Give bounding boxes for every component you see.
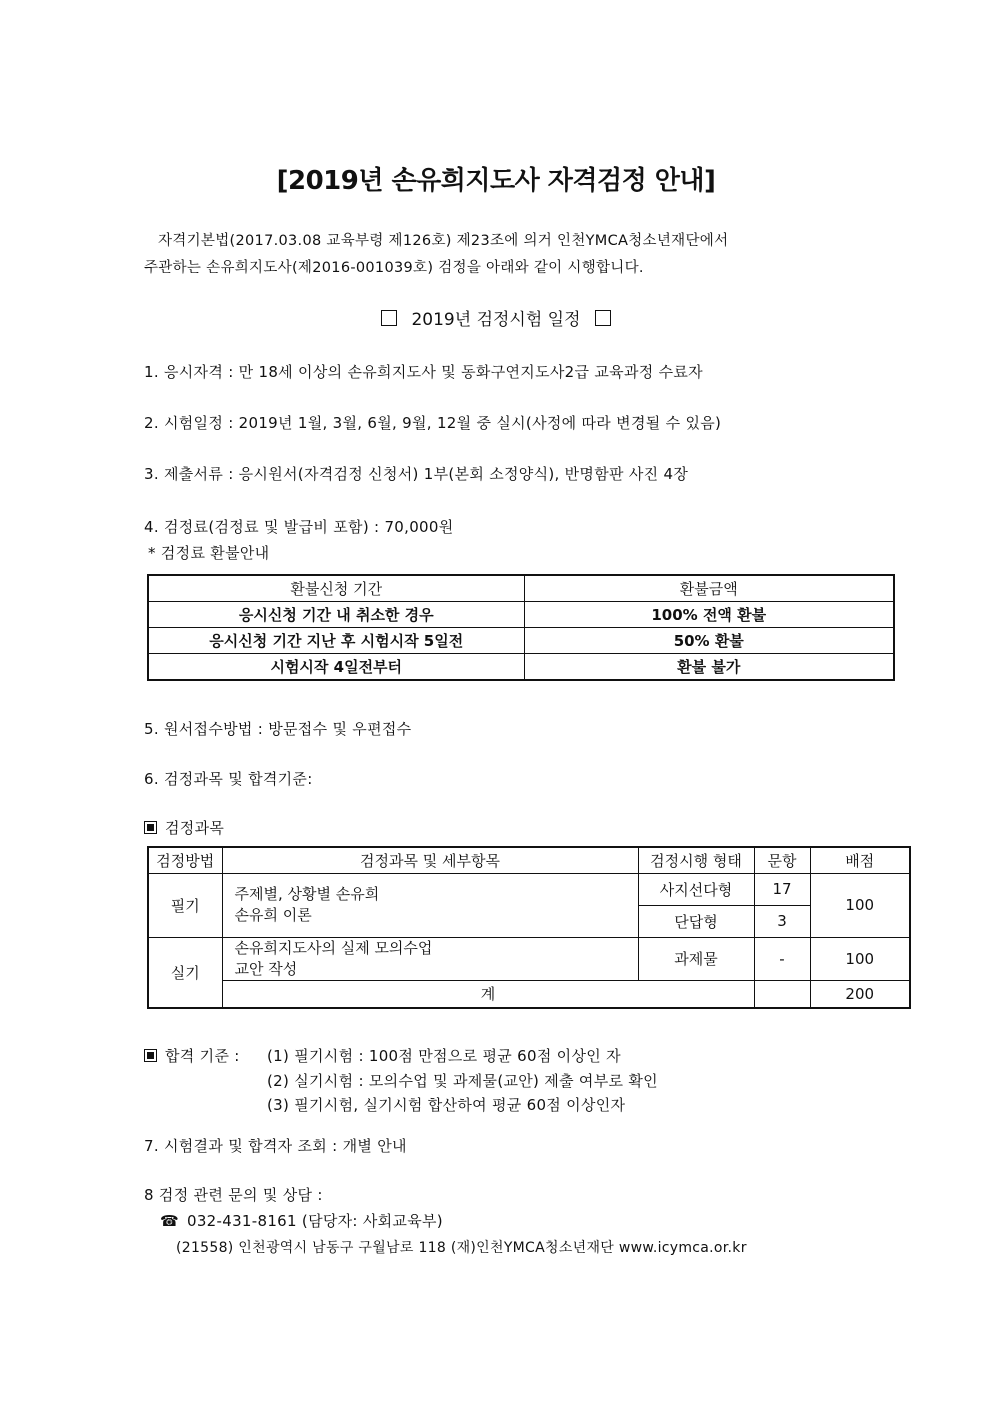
written-count-cell: 17 [754,873,810,905]
refund-amount-cell: 환불 불가 [524,654,894,681]
practical-content-line: 교안 작성 [234,959,298,978]
phone-icon: ☎ [160,1212,179,1230]
practical-form-cell: 과제물 [638,937,754,980]
total-score-cell: 200 [810,980,910,1008]
subj-header-content: 검정과목 및 세부항목 [222,847,638,873]
total-label-cell: 계 [222,980,754,1008]
written-count-cell: 3 [754,905,810,937]
subj-header-score: 배점 [810,847,910,873]
item-3-documents: 3. 제출서류 : 응시원서(자격검정 신청서) 1부(본회 소정양식), 반명함판 사진 4장 [144,465,689,483]
item-7-results: 7. 시험결과 및 합격자 조회 : 개별 안내 [144,1137,407,1155]
item-6-subjects: 6. 검정과목 및 합격기준: [144,770,313,788]
table-row [148,873,910,905]
refund-period-cell: 시험시작 4일전부터 [148,654,524,681]
item-5-application: 5. 원서접수방법 : 방문접수 및 우편접수 [144,720,412,738]
refund-header-period: 환불신청 기간 [148,575,524,602]
schedule-heading-text: 2019년 검정시험 일정 [411,310,581,330]
practical-method-cell: 실기 [148,937,222,1008]
filled-square-icon [144,821,157,834]
table-row [148,847,910,873]
table-row [148,575,894,602]
practical-content-cell [222,937,638,980]
square-icon [381,310,397,326]
pass-criterion-1: (1) 필기시험 : 100점 만점으로 평균 60점 이상인 자 [267,1047,621,1065]
written-content-line: 주제별, 상황별 손유희 [234,885,380,903]
filled-square-icon [144,1049,157,1062]
table-row [148,654,894,681]
contact-phone-row [160,1210,443,1231]
pass-criteria-row [144,1045,240,1066]
subjects-table [147,846,911,1009]
page-title: [2019년 손유희지도사 자격검정 안내] [276,166,716,196]
pass-criterion-3: (3) 필기시험, 실기시험 합산하여 평균 60점 이상인자 [267,1096,626,1114]
refund-table [147,574,895,681]
refund-amount-cell: 100% 전액 환불 [524,602,894,628]
table-row [148,628,894,654]
refund-header-amount: 환불금액 [524,575,894,602]
written-method-cell: 필기 [148,873,222,937]
written-content-cell [222,873,638,937]
square-icon [595,310,611,326]
written-form-cell: 사지선다형 [638,873,754,905]
subjects-heading-text: 검정과목 [165,819,225,837]
intro-line-1: 자격기본법(2017.03.08 교육부령 제126호) 제23조에 의거 인천YMCA청소년재단에서 [158,233,729,249]
item-8-inquiry: 8 검정 관련 문의 및 상담 : [144,1186,323,1204]
refund-period-cell: 응시신청 기간 내 취소한 경우 [148,602,524,628]
table-row [148,937,910,980]
practical-score-cell: 100 [810,937,910,980]
pass-criteria-label: 합격 기준 : [165,1047,240,1065]
practical-count-cell: - [754,937,810,980]
refund-amount-cell: 50% 환불 [524,628,894,654]
refund-period-cell: 응시신청 기간 지난 후 시험시작 5일전 [148,628,524,654]
table-row [148,602,894,628]
intro-line-2: 주관하는 손유희지도사(제2016-001039호) 검정을 아래와 같이 시행합니다. [144,260,644,276]
total-count-cell [754,980,810,1008]
refund-note: * 검정료 환불안내 [148,544,270,562]
written-content-line: 손유희 이론 [234,906,312,924]
practical-content-line: 손유희지도사의 실제 모의수업 [234,938,433,957]
item-1-eligibility: 1. 응시자격 : 만 18세 이상의 손유희지도사 및 동화구연지도사2급 교육과정 수료자 [144,363,703,381]
contact-phone: 032-431-8161 (담당자: 사회교육부) [186,1212,443,1230]
written-form-cell: 단답형 [638,905,754,937]
subjects-heading [144,817,224,838]
subj-header-form: 검정시행 형태 [638,847,754,873]
pass-criterion-2: (2) 실기시험 : 모의수업 및 과제물(교안) 제출 여부로 확인 [267,1072,658,1090]
schedule-heading [0,305,992,330]
subj-header-count: 문항 [754,847,810,873]
written-score-cell: 100 [810,873,910,937]
table-row [148,980,910,1008]
item-2-exam-schedule: 2. 시험일정 : 2019년 1월, 3월, 6월, 9월, 12월 중 실시(사정에 따라 변경될 수 있음) [144,414,722,432]
subj-header-method: 검정방법 [148,847,222,873]
contact-address: (21558) 인천광역시 남동구 구월남로 118 (재)인천YMCA청소년재단 www.icymca.or.kr [176,1240,747,1256]
item-4-fee: 4. 검정료(검정료 및 발급비 포함) : 70,000원 [144,518,454,536]
